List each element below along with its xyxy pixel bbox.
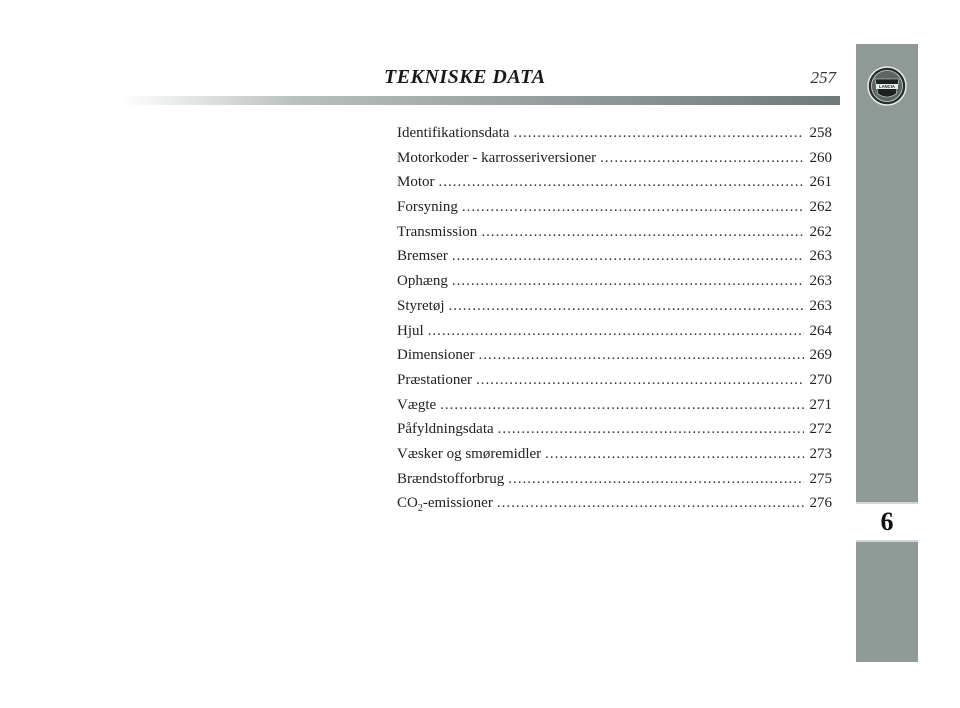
dot-leader — [497, 491, 804, 516]
toc-entry[interactable] — [397, 491, 832, 516]
toc-entry[interactable] — [397, 269, 832, 294]
logo-text: LANCIA — [879, 84, 895, 90]
toc-entry-page: 273 — [809, 445, 832, 462]
toc-entry[interactable] — [397, 170, 832, 195]
toc-entry-page: 272 — [809, 421, 832, 438]
dot-leader — [478, 343, 803, 368]
toc-entry[interactable] — [397, 244, 832, 269]
toc-entry-title: Identifikationsdata — [397, 125, 510, 141]
toc-entry-title: Vægte — [397, 396, 437, 413]
dot-leader — [508, 467, 803, 492]
toc-entry-page: 275 — [809, 470, 832, 487]
toc-entry-title: Væsker og smøremidler — [397, 445, 542, 462]
dot-leader — [481, 220, 803, 245]
chapter-tab[interactable] — [856, 502, 918, 542]
toc-entry-title: Transmission — [397, 223, 478, 240]
page-number: 257 — [810, 68, 836, 87]
toc-entry[interactable] — [397, 121, 832, 146]
dot-leader — [498, 417, 804, 442]
toc-entry-page: 262 — [809, 199, 832, 216]
dot-leader — [452, 269, 804, 294]
toc-entry-title: Dimensioner — [397, 347, 475, 364]
dot-leader — [545, 442, 803, 467]
toc-entry-title: Præstationer — [397, 371, 472, 388]
lancia-logo-icon — [867, 66, 907, 106]
dot-leader — [476, 368, 804, 393]
dot-leader — [452, 244, 804, 269]
dot-leader — [428, 319, 804, 344]
chapter-sidebar — [856, 44, 918, 662]
toc-entry-page: 271 — [809, 396, 832, 413]
dot-leader — [600, 146, 803, 171]
chapter-number: 6 — [880, 507, 894, 536]
dot-leader — [440, 393, 803, 418]
dot-leader — [513, 121, 803, 146]
toc-entry-page: 276 — [809, 495, 832, 512]
toc-entry[interactable] — [397, 195, 832, 220]
toc-entry-title: Bremser — [397, 248, 448, 265]
toc-entry-page: 262 — [809, 223, 832, 240]
toc-entry[interactable] — [397, 417, 832, 442]
toc-entry-title: Hjul — [397, 322, 424, 339]
toc-entry-title-subscript: 2 — [417, 503, 423, 515]
toc-entry-title-rest: -emissioner — [422, 495, 493, 512]
toc-entry[interactable] — [397, 368, 832, 393]
toc-entry-title: Motorkoder - karrosseriversioner — [397, 149, 597, 166]
toc-entry-title: Brændstofforbrug — [397, 470, 505, 487]
toc-entry-title: Forsyning — [397, 199, 458, 216]
toc-entry[interactable] — [397, 294, 832, 319]
dot-leader — [439, 170, 804, 195]
toc-entry-page: 260 — [809, 149, 832, 166]
toc-entry[interactable] — [397, 442, 832, 467]
toc-entry-page: 264 — [809, 322, 832, 339]
toc-entry-page: 263 — [809, 248, 832, 265]
toc-entry[interactable] — [397, 467, 832, 492]
toc-entry-title-prefix: CO — [397, 495, 418, 512]
dot-leader — [449, 294, 804, 319]
page-title: TEKNISKE DATA — [384, 66, 546, 88]
header-rule — [120, 96, 840, 105]
dot-leader — [462, 195, 804, 220]
toc-entry[interactable] — [397, 319, 832, 344]
toc-entry-title: Motor — [397, 174, 435, 191]
toc-entry[interactable] — [397, 343, 832, 368]
toc-entry-title: Styretøj — [397, 297, 445, 314]
toc-entry-page: 270 — [809, 371, 832, 388]
table-of-contents — [397, 121, 832, 516]
toc-entry-title — [397, 491, 493, 516]
toc-entry-page: 258 — [809, 125, 832, 141]
toc-entry[interactable] — [397, 393, 832, 418]
toc-entry-page: 263 — [809, 273, 832, 290]
toc-entry[interactable] — [397, 220, 832, 245]
toc-entry-title: Påfyldningsdata — [397, 421, 494, 438]
toc-entry-page: 261 — [809, 174, 832, 191]
toc-entry-page: 269 — [809, 347, 832, 364]
toc-entry-page: 263 — [809, 297, 832, 314]
toc-entry[interactable] — [397, 146, 832, 171]
toc-entry-title: Ophæng — [397, 273, 448, 290]
